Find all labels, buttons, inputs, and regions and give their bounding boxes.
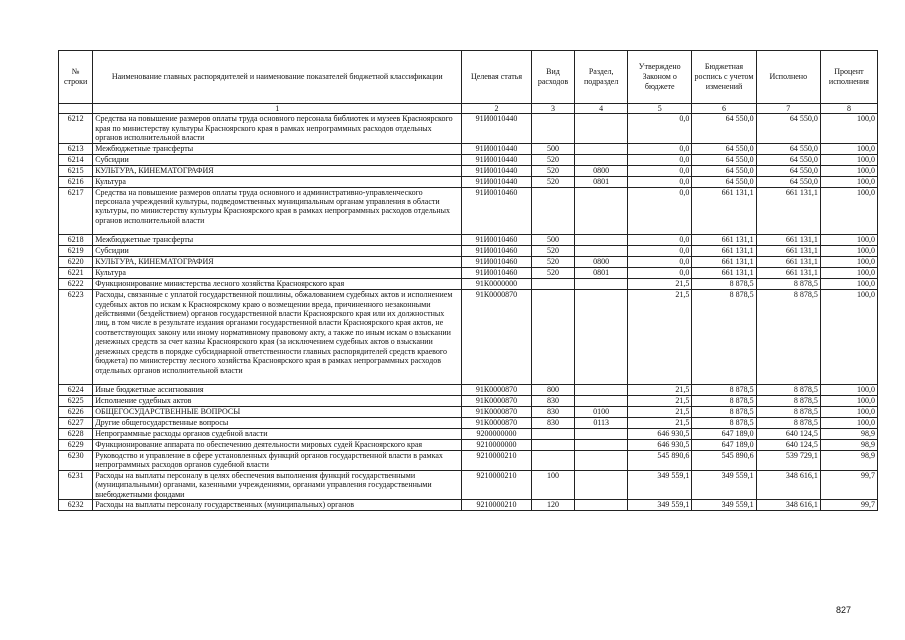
section-cell <box>575 470 628 499</box>
target-article-cell: 91К0000870 <box>462 395 531 406</box>
row-number-cell: 6218 <box>59 235 93 246</box>
section-cell <box>575 395 628 406</box>
table-row <box>59 143 878 154</box>
column-number: 8 <box>820 104 877 114</box>
percent-cell: 100,0 <box>820 290 877 385</box>
expense-type-cell: 830 <box>531 395 575 406</box>
column-number: 5 <box>628 104 692 114</box>
expense-type-cell: 500 <box>531 143 575 154</box>
row-number-cell: 6220 <box>59 257 93 268</box>
row-name-cell: Функционирование министерства лесного хозяйства Красноярского края <box>93 279 462 290</box>
expense-type-cell: 830 <box>531 417 575 428</box>
percent-cell: 100,0 <box>820 246 877 257</box>
table-row <box>59 114 878 143</box>
row-name-cell: Другие общегосударственные вопросы <box>93 417 462 428</box>
header-row-number: № строки <box>59 51 93 104</box>
percent-cell: 100,0 <box>820 114 877 143</box>
approved-cell: 21,5 <box>628 406 692 417</box>
table-row <box>59 417 878 428</box>
approved-cell: 545 890,6 <box>628 450 692 470</box>
budget-schedule-cell: 661 131,1 <box>692 257 756 268</box>
executed-cell: 661 131,1 <box>756 257 820 268</box>
table-row <box>59 165 878 176</box>
target-article-cell: 91И0010440 <box>462 154 531 165</box>
header-approved: Утверждено Законом о бюджете <box>628 51 692 104</box>
column-number: 4 <box>575 104 628 114</box>
section-cell <box>575 246 628 257</box>
target-article-cell: 9210000210 <box>462 470 531 499</box>
table-row <box>59 235 878 246</box>
approved-cell: 646 930,5 <box>628 439 692 450</box>
executed-cell: 8 878,5 <box>756 290 820 385</box>
table-row <box>59 257 878 268</box>
executed-cell: 8 878,5 <box>756 417 820 428</box>
header-percent: Процент исполнения <box>820 51 877 104</box>
target-article-cell: 9200000000 <box>462 428 531 439</box>
row-name-cell: Расходы на выплаты персоналу в целях обеспечения выполнения функций государственными (муниципальными) органами, казенными учреждениями, органами управления государственными внебюджетными фондами <box>93 470 462 499</box>
expense-type-cell: 520 <box>531 176 575 187</box>
target-article-cell: 91К0000870 <box>462 417 531 428</box>
approved-cell: 0,0 <box>628 187 692 235</box>
target-article-cell: 91К0000870 <box>462 290 531 385</box>
budget-schedule-cell: 661 131,1 <box>692 246 756 257</box>
row-number-cell: 6212 <box>59 114 93 143</box>
executed-cell: 661 131,1 <box>756 268 820 279</box>
row-number-cell: 6217 <box>59 187 93 235</box>
row-number-cell: 6225 <box>59 395 93 406</box>
table-row <box>59 187 878 235</box>
row-name-cell: Руководство и управление в сфере установленных функций органов государственной власти в рамках непрограммных расходов органов судебной власти <box>93 450 462 470</box>
approved-cell: 0,0 <box>628 143 692 154</box>
budget-schedule-cell: 8 878,5 <box>692 417 756 428</box>
budget-schedule-cell: 64 550,0 <box>692 143 756 154</box>
table-row <box>59 406 878 417</box>
percent-cell: 99,7 <box>820 499 877 510</box>
row-number-cell: 6232 <box>59 499 93 510</box>
row-number-cell: 6213 <box>59 143 93 154</box>
budget-schedule-cell: 545 890,6 <box>692 450 756 470</box>
section-cell: 0800 <box>575 257 628 268</box>
percent-cell: 100,0 <box>820 395 877 406</box>
budget-schedule-cell: 64 550,0 <box>692 154 756 165</box>
section-cell <box>575 428 628 439</box>
row-number-cell: 6221 <box>59 268 93 279</box>
budget-schedule-cell: 8 878,5 <box>692 406 756 417</box>
row-number-cell: 6219 <box>59 246 93 257</box>
header-budget-schedule: Бюджетная роспись с учетом изменений <box>692 51 756 104</box>
budget-schedule-cell: 8 878,5 <box>692 279 756 290</box>
section-cell <box>575 290 628 385</box>
approved-cell: 349 559,1 <box>628 470 692 499</box>
percent-cell: 100,0 <box>820 176 877 187</box>
section-cell <box>575 154 628 165</box>
approved-cell: 0,0 <box>628 235 692 246</box>
section-cell: 0801 <box>575 268 628 279</box>
approved-cell: 0,0 <box>628 176 692 187</box>
row-name-cell: Культура <box>93 176 462 187</box>
expense-type-cell <box>531 450 575 470</box>
row-number-cell: 6224 <box>59 384 93 395</box>
table-row <box>59 176 878 187</box>
approved-cell: 0,0 <box>628 268 692 279</box>
approved-cell: 646 930,5 <box>628 428 692 439</box>
percent-cell: 100,0 <box>820 143 877 154</box>
row-number-cell: 6231 <box>59 470 93 499</box>
row-number-cell: 6222 <box>59 279 93 290</box>
table-row <box>59 450 878 470</box>
executed-cell: 64 550,0 <box>756 176 820 187</box>
header-executed: Исполнено <box>756 51 820 104</box>
percent-cell: 100,0 <box>820 406 877 417</box>
page-number: 827 <box>836 605 852 615</box>
row-name-cell: КУЛЬТУРА, КИНЕМАТОГРАФИЯ <box>93 165 462 176</box>
table-body <box>59 114 878 511</box>
table-row <box>59 439 878 450</box>
table-row <box>59 279 878 290</box>
section-cell <box>575 279 628 290</box>
table-row <box>59 246 878 257</box>
expense-type-cell <box>531 290 575 385</box>
table-row <box>59 470 878 499</box>
row-number-cell: 6226 <box>59 406 93 417</box>
row-name-cell: Субсидии <box>93 246 462 257</box>
row-name-cell: ОБЩЕГОСУДАРСТВЕННЫЕ ВОПРОСЫ <box>93 406 462 417</box>
percent-cell: 100,0 <box>820 257 877 268</box>
approved-cell: 0,0 <box>628 246 692 257</box>
row-number-cell: 6229 <box>59 439 93 450</box>
executed-cell: 539 729,1 <box>756 450 820 470</box>
row-name-cell: Субсидии <box>93 154 462 165</box>
row-number-cell: 6216 <box>59 176 93 187</box>
percent-cell: 98,9 <box>820 439 877 450</box>
row-number-cell: 6228 <box>59 428 93 439</box>
row-name-cell: Средства на повышение размеров оплаты труда основного персонала библиотек и музеев Красноярского края по министерству культуры Красноярского края в рамках непрограммных расходов отдельных органов исполнительной власти <box>93 114 462 143</box>
executed-cell: 8 878,5 <box>756 406 820 417</box>
column-number: 1 <box>93 104 462 114</box>
column-number: 2 <box>462 104 531 114</box>
column-number <box>59 104 93 114</box>
budget-schedule-cell: 661 131,1 <box>692 235 756 246</box>
executed-cell: 661 131,1 <box>756 246 820 257</box>
budget-schedule-cell: 64 550,0 <box>692 165 756 176</box>
section-cell: 0113 <box>575 417 628 428</box>
table-row <box>59 428 878 439</box>
column-number: 7 <box>756 104 820 114</box>
target-article-cell: 91К0000000 <box>462 279 531 290</box>
target-article-cell: 91К0000870 <box>462 406 531 417</box>
expense-type-cell <box>531 187 575 235</box>
expense-type-cell: 500 <box>531 235 575 246</box>
executed-cell: 348 616,1 <box>756 499 820 510</box>
target-article-cell: 91И0010440 <box>462 114 531 143</box>
percent-cell: 100,0 <box>820 187 877 235</box>
target-article-cell: 91И0010460 <box>462 235 531 246</box>
section-cell <box>575 439 628 450</box>
target-article-cell: 9210000210 <box>462 499 531 510</box>
executed-cell: 8 878,5 <box>756 384 820 395</box>
expense-type-cell <box>531 114 575 143</box>
percent-cell: 100,0 <box>820 417 877 428</box>
expense-type-cell: 520 <box>531 154 575 165</box>
executed-cell: 640 124,5 <box>756 428 820 439</box>
row-number-cell: 6215 <box>59 165 93 176</box>
approved-cell: 21,5 <box>628 279 692 290</box>
section-cell: 0800 <box>575 165 628 176</box>
section-cell <box>575 187 628 235</box>
expense-type-cell: 520 <box>531 246 575 257</box>
row-name-cell: КУЛЬТУРА, КИНЕМАТОГРАФИЯ <box>93 257 462 268</box>
executed-cell: 64 550,0 <box>756 114 820 143</box>
expense-type-cell: 520 <box>531 165 575 176</box>
column-number-row <box>59 104 878 114</box>
section-cell <box>575 235 628 246</box>
budget-schedule-cell: 661 131,1 <box>692 268 756 279</box>
executed-cell: 8 878,5 <box>756 395 820 406</box>
target-article-cell: 9210000210 <box>462 450 531 470</box>
row-name-cell: Средства на повышение размеров оплаты труда основного и административно-управленческого персонала учреждений культуры, подведомственных муниципальным органам управления в области культуры, по министерству культуры Красноярского края в рамках непрограммных расходов отдельных органов исполнительной власти <box>93 187 462 235</box>
executed-cell: 8 878,5 <box>756 279 820 290</box>
target-article-cell: 91И0010460 <box>462 268 531 279</box>
budget-schedule-cell: 349 559,1 <box>692 470 756 499</box>
percent-cell: 100,0 <box>820 235 877 246</box>
target-article-cell: 91И0010460 <box>462 246 531 257</box>
approved-cell: 0,0 <box>628 154 692 165</box>
approved-cell: 21,5 <box>628 384 692 395</box>
column-number: 6 <box>692 104 756 114</box>
budget-schedule-cell: 8 878,5 <box>692 384 756 395</box>
expense-type-cell: 520 <box>531 257 575 268</box>
budget-schedule-cell: 647 189,0 <box>692 439 756 450</box>
expense-type-cell <box>531 279 575 290</box>
expense-type-cell <box>531 428 575 439</box>
table-row <box>59 499 878 510</box>
section-cell: 0801 <box>575 176 628 187</box>
budget-schedule-cell: 8 878,5 <box>692 290 756 385</box>
target-article-cell: 9210000000 <box>462 439 531 450</box>
target-article-cell: 91И0010440 <box>462 176 531 187</box>
executed-cell: 64 550,0 <box>756 143 820 154</box>
row-name-cell: Расходы на выплаты персоналу государственных (муниципальных) органов <box>93 499 462 510</box>
table-row <box>59 395 878 406</box>
approved-cell: 21,5 <box>628 290 692 385</box>
row-name-cell: Исполнение судебных актов <box>93 395 462 406</box>
row-name-cell: Функционирование аппарата по обеспечению деятельности мировых судей Красноярского края <box>93 439 462 450</box>
executed-cell: 661 131,1 <box>756 235 820 246</box>
table-row <box>59 290 878 385</box>
target-article-cell: 91К0000870 <box>462 384 531 395</box>
section-cell <box>575 450 628 470</box>
percent-cell: 100,0 <box>820 165 877 176</box>
target-article-cell: 91И0010440 <box>462 165 531 176</box>
expense-type-cell <box>531 439 575 450</box>
row-name-cell: Культура <box>93 268 462 279</box>
section-cell <box>575 143 628 154</box>
row-number-cell: 6230 <box>59 450 93 470</box>
percent-cell: 100,0 <box>820 268 877 279</box>
expense-type-cell: 100 <box>531 470 575 499</box>
executed-cell: 64 550,0 <box>756 165 820 176</box>
approved-cell: 0,0 <box>628 165 692 176</box>
section-cell <box>575 384 628 395</box>
section-cell <box>575 499 628 510</box>
section-cell <box>575 114 628 143</box>
expense-type-cell: 800 <box>531 384 575 395</box>
target-article-cell: 91И0010440 <box>462 143 531 154</box>
header-name: Наименование главных распорядителей и наименование показателей бюджетной классификации <box>93 51 462 104</box>
budget-schedule-cell: 8 878,5 <box>692 395 756 406</box>
percent-cell: 99,7 <box>820 470 877 499</box>
header-expense-type: Вид расходов <box>531 51 575 104</box>
approved-cell: 0,0 <box>628 114 692 143</box>
row-name-cell: Непрограммные расходы органов судебной власти <box>93 428 462 439</box>
table-header <box>59 51 878 114</box>
approved-cell: 21,5 <box>628 395 692 406</box>
row-number-cell: 6214 <box>59 154 93 165</box>
executed-cell: 661 131,1 <box>756 187 820 235</box>
percent-cell: 98,9 <box>820 450 877 470</box>
approved-cell: 21,5 <box>628 417 692 428</box>
table-row <box>59 268 878 279</box>
section-cell: 0100 <box>575 406 628 417</box>
approved-cell: 349 559,1 <box>628 499 692 510</box>
header-target-article: Целевая статья <box>462 51 531 104</box>
percent-cell: 98,9 <box>820 428 877 439</box>
budget-schedule-cell: 661 131,1 <box>692 187 756 235</box>
percent-cell: 100,0 <box>820 154 877 165</box>
budget-schedule-cell: 647 189,0 <box>692 428 756 439</box>
column-number: 3 <box>531 104 575 114</box>
executed-cell: 640 124,5 <box>756 439 820 450</box>
percent-cell: 100,0 <box>820 384 877 395</box>
row-name-cell: Расходы, связанные с уплатой государственной пошлины, обжалованием судебных актов и исполнением судебных актов по искам к Красноярскому краю о возмещении вреда, причиненного незаконными действиями (бездействием) органов государственной власти Красноярского края или их должностных лиц, в том числе в результате издания органами государственной власти Красноярского края актов, не соответствующих закону или иному нормативному правовому акту, а также по иным искам о взыскании денежных средств за счет казны Красноярского края (за исключением судебных актов о взыскании денежных средств в порядке субсидиарной ответственности главных распорядителей средств краевого бюджета) по министерству лесного хозяйства Красноярского края в рамках непрограммных расходов отдельных органов исполнительной власти <box>93 290 462 385</box>
expense-type-cell: 120 <box>531 499 575 510</box>
percent-cell: 100,0 <box>820 279 877 290</box>
executed-cell: 348 616,1 <box>756 470 820 499</box>
table-row <box>59 154 878 165</box>
budget-table <box>58 50 878 511</box>
target-article-cell: 91И0010460 <box>462 187 531 235</box>
row-name-cell: Межбюджетные трансферты <box>93 235 462 246</box>
row-number-cell: 6223 <box>59 290 93 385</box>
approved-cell: 0,0 <box>628 257 692 268</box>
target-article-cell: 91И0010460 <box>462 257 531 268</box>
executed-cell: 64 550,0 <box>756 154 820 165</box>
row-name-cell: Иные бюджетные ассигнования <box>93 384 462 395</box>
header-section: Раздел, подраздел <box>575 51 628 104</box>
expense-type-cell: 520 <box>531 268 575 279</box>
budget-schedule-cell: 64 550,0 <box>692 114 756 143</box>
budget-schedule-cell: 349 559,1 <box>692 499 756 510</box>
budget-schedule-cell: 64 550,0 <box>692 176 756 187</box>
expense-type-cell: 830 <box>531 406 575 417</box>
row-number-cell: 6227 <box>59 417 93 428</box>
row-name-cell: Межбюджетные трансферты <box>93 143 462 154</box>
table-row <box>59 384 878 395</box>
